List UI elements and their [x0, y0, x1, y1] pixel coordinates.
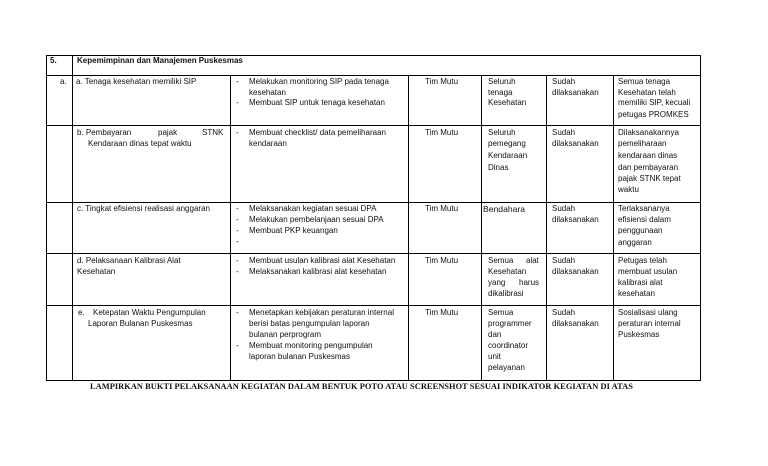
table-border: [46, 75, 47, 381]
notes-text: kesehatan: [618, 289, 655, 298]
status-text: Sudah: [552, 128, 576, 137]
activity-text: bulanan perprogram: [249, 330, 322, 339]
target-text: unit: [488, 352, 501, 361]
target-text: pemegang: [488, 139, 526, 148]
table-border: [46, 55, 47, 76]
pic-text: Tim Mutu: [425, 77, 459, 86]
activity-text: Membuat checklist/ data pemeliharaan: [249, 128, 386, 137]
table-border: [46, 125, 701, 126]
bullet: -: [236, 267, 239, 276]
target-text: Dinas: [488, 163, 509, 172]
notes-text: kendaraan dinas: [618, 151, 678, 160]
target-text: Semua: [488, 256, 514, 265]
notes-text: penggunaan: [618, 226, 663, 235]
activity-text: kendaraan: [249, 139, 287, 148]
indicator-text: Ketepatan Waktu Pengumpulan: [93, 308, 206, 317]
bullet: -: [236, 237, 239, 246]
table-border: [546, 75, 547, 381]
notes-text: dan pembayaran: [618, 163, 679, 172]
target-text: tenaga: [488, 87, 513, 97]
notes-text: membuat usulan: [618, 267, 678, 276]
row-marker: a.: [60, 77, 67, 86]
pic-text: Tim Mutu: [425, 308, 459, 317]
indicator-text: e.: [78, 308, 85, 317]
activity-text: laporan bulanan Puskesmas: [249, 352, 350, 361]
table-border: [613, 75, 614, 381]
status-text: dilaksanakan: [552, 139, 599, 148]
bullet: -: [236, 128, 239, 137]
notes-text: memiliki SIP, kecuali: [618, 98, 691, 107]
indicator-text: Laporan Bulanan Puskesmas: [88, 319, 193, 328]
target-text: dikalibrasi: [488, 289, 524, 298]
target-text: coordinator: [488, 341, 529, 350]
status-text: dilaksanakan: [552, 87, 599, 97]
table-border: [46, 305, 701, 306]
status-text: Sudah: [552, 256, 576, 265]
indicator-text: Kendaraan dinas tepat waktu: [88, 139, 192, 148]
table-border: [230, 75, 231, 381]
activity-text: kesehatan: [249, 87, 286, 97]
status-text: dilaksanakan: [552, 215, 599, 224]
target-text: dan: [488, 330, 502, 339]
target-text: Kendaraan: [488, 151, 528, 160]
activity-text: Membuat SIP untuk tenaga kesehatan: [249, 98, 385, 107]
table-border: [481, 75, 482, 381]
notes-text: Terlaksananya: [618, 204, 670, 213]
activity-text: Membuat usulan kalibrasi alat Kesehatan: [249, 256, 396, 265]
target-text: programmer: [488, 319, 532, 328]
status-text: dilaksanakan: [552, 319, 599, 328]
notes-text: Sosialisasi ulang: [618, 308, 678, 317]
target-text: Bendahara: [483, 204, 526, 214]
activity-text: berisi batas pengumpulan laporan: [249, 319, 370, 328]
notes-text: Semua tenaga: [618, 77, 671, 86]
notes-text: efisiensi dalam: [618, 215, 671, 224]
notes-text: Petugas telah: [618, 256, 667, 265]
table-border: [72, 55, 73, 76]
notes-text: petugas PROMKES: [618, 110, 689, 119]
bullet: -: [236, 308, 239, 317]
notes-text: waktu: [618, 185, 639, 194]
status-text: dilaksanakan: [552, 267, 599, 276]
bullet: -: [236, 98, 239, 107]
notes-text: Puskesmas: [618, 330, 660, 339]
activity-text: Melakukan pembelanjaan sesuai DPA: [249, 215, 384, 224]
target-text: Kesehatan: [488, 98, 527, 107]
notes-text: Kesehatan telah: [618, 87, 676, 97]
activity-text: Melaksanakan kalibrasi alat kesehatan: [249, 267, 387, 276]
status-text: Sudah: [552, 308, 576, 317]
table-border: [700, 55, 701, 76]
target-text: harus: [519, 278, 540, 287]
section-title: Kepemimpinan dan Manajemen Puskesmas: [77, 56, 243, 65]
target-text: Seluruh: [488, 128, 516, 137]
table-border: [72, 75, 73, 381]
target-text: Semua: [488, 308, 514, 317]
table-border: [46, 75, 701, 76]
indicator-text: d. Pelaksanaan Kalibrasi Alat: [77, 256, 181, 265]
target-text: yang: [488, 278, 506, 287]
target-text: pelayanan: [488, 363, 525, 372]
target-text: Kesehatan: [488, 267, 527, 276]
indicator-text: Kesehatan: [77, 267, 116, 276]
bullet: -: [236, 341, 239, 350]
indicator-text: STNK: [202, 128, 224, 137]
activity-text: Melakukan monitoring SIP pada tenaga: [249, 77, 389, 86]
attachment-instruction: LAMPIRKAN BUKTI PELAKSANAAN KEGIATAN DALAM BENTUK POTO ATAU SCREENSHOT SESUAI INDIKATOR KEGIATAN DI ATAS: [90, 382, 633, 391]
table-border: [46, 380, 701, 381]
notes-text: Dilaksanakannya: [618, 128, 679, 137]
table-border: [46, 202, 701, 203]
status-text: Sudah: [552, 77, 576, 86]
activity-text: Membuat PKP keuangan: [249, 226, 338, 235]
table-border: [700, 75, 701, 381]
indicator-text: a. Tenaga kesehatan memiliki SIP: [76, 77, 197, 86]
bullet: -: [236, 77, 239, 86]
activity-text: Membuat monitoring pengumpulan: [249, 341, 373, 350]
notes-text: pajak STNK tepat: [618, 174, 681, 183]
notes-text: kalibrasi alat: [618, 278, 663, 287]
notes-text: anggaran: [618, 238, 652, 247]
indicator-text: pajak: [158, 128, 178, 137]
activity-text: Menetapkan kebijakan peraturan internal: [249, 308, 394, 317]
indicator-text: c. Tingkat efisiensi realisasi anggaran: [77, 204, 210, 213]
table-border: [408, 75, 409, 381]
activity-text: Melaksanakan kegiatan sesuai DPA: [249, 204, 377, 213]
bullet: -: [236, 215, 239, 224]
bullet: -: [236, 226, 239, 235]
notes-text: pemeliharaan: [618, 139, 667, 148]
target-text: alat: [526, 256, 539, 265]
indicator-text: b. Pembayaran: [77, 128, 132, 137]
target-text: Seluruh: [488, 77, 516, 86]
pic-text: Tim Mutu: [425, 204, 459, 213]
pic-text: Tim Mutu: [425, 256, 459, 265]
pic-text: Tim Mutu: [425, 128, 459, 137]
section-number: 5.: [50, 56, 57, 65]
status-text: Sudah: [552, 204, 576, 213]
bullet: -: [236, 204, 239, 213]
bullet: -: [236, 256, 239, 265]
notes-text: peraturan internal: [618, 319, 681, 328]
table-border: [46, 253, 701, 254]
